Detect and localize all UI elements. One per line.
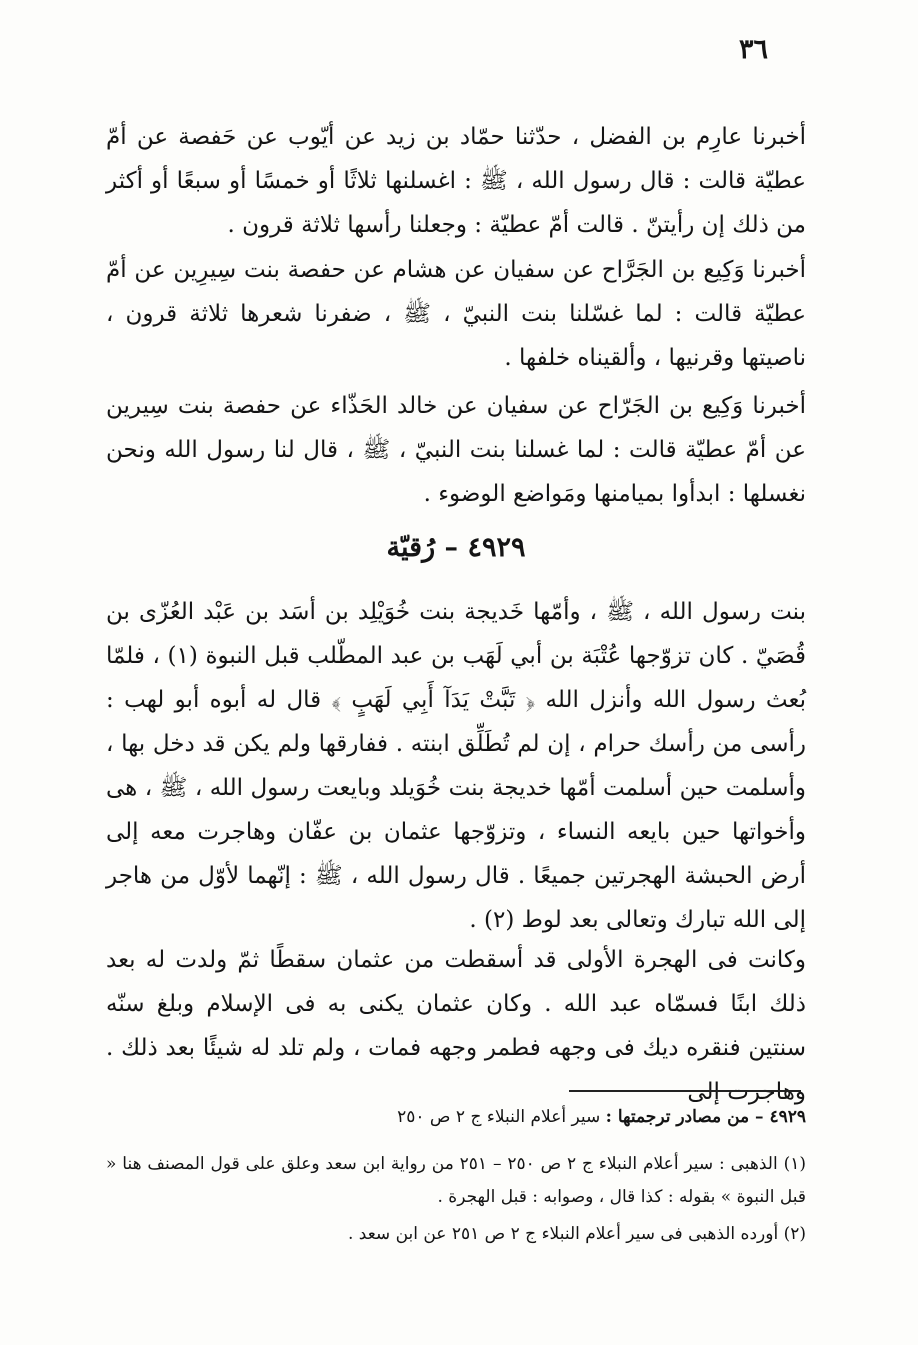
section-dash: – [444, 532, 459, 563]
footnote-divider [569, 1090, 801, 1092]
paragraph-text: أخبرنا وَكِيع بن الجَرّاح عن سفيان عن خالد الحَذّاء عن حفصة بنت سِيرين عن أمّ عطيّة قالت : لما غسلنا بنت النبيّ ، ﷺ ، قال لنا رسول الله ونحن نغسلها : ابدأوا بميامنها ومَواضع الوضوء . [106, 393, 806, 507]
footnote-2: (٢) أورده الذهبى فى سير أعلام النبلاء ج ٢ ص ٢٥١ عن ابن سعد . [347, 1224, 806, 1244]
section-number: ٤٩٢٩ [467, 532, 526, 563]
hadith-paragraph-1 [106, 115, 806, 247]
paragraph-text: أخبرنا وَكِيع بن الجَرَّاح عن سفيان عن هشام عن حفصة بنت سِيرِين عن أمّ عطيّة قالت : لما غسّلنا بنت النبيّ ، ﷺ ، ضفرنا شعرها ثلاثة قرون ، ناصيتها وقرنيها ، وألقيناه خلفها . [106, 257, 806, 371]
paragraph-text: بنت رسول الله ، ﷺ ، وأمّها خَديجة بنت خُوَيْلِد بن أسَد بن عَبْد العُزّى بن قُصَيّ . كان تزوّجها عُتْبَة بن أبي لَهَب بن عبد المطّلب قبل النبوة (١) ، فلمّا بُعث رسول الله وأنزل الله ﴿ تَبَّتْ يَدَآ أَبِي لَهَبٍ ﴾ قال له أبوه أبو لهب : رأسى من رأسك حرام ، إن لم تُطَلِّق ابنته . ففارقها ولم يكن قد دخل بها ، وأسلمت حين أسلمت أمّها خديجة بنت خُوَيلد وبايعت رسول الله ، ﷺ ، هى وأخواتها حين بايعه النساء ، وتزوّجها عثمان بن عفّان وهاجرت معه إلى أرض الحبشة الهجرتين جميعًا . قال رسول الله ، ﷺ : إنّهما لأوّل من هاجر إلى الله تبارك وتعالى بعد لوط (٢) . [106, 599, 806, 933]
paragraph-text: وكانت فى الهجرة الأولى قد أسقطت من عثمان سقطًا ثمّ ولدت له بعد ذلك ابنًا فسمّاه عبد الله . وكان عثمان يكنى به فى الإسلام وبلغ سنّه سنتين فنقره ديك فى وجهه فطمر وجهه فمات ، ولم تلد له شيئًا بعد ذلك . وهاجرت إلى [106, 947, 806, 1105]
section-heading [106, 523, 806, 573]
biography-paragraph-2 [106, 938, 806, 1114]
paragraph-text: أخبرنا عارِم بن الفضل ، حدّثنا حمّاد بن زيد عن أيّوب عن حَفصة عن أمّ عطيّة قالت : قال رسول الله ، ﷺ : اغسلنها ثلاثًا أو خمسًا أو سبعًا أو أكثر من ذلك إن رأيتنّ . قالت أمّ عطيّة : وجعلنا رأسها ثلاثة قرون . [106, 124, 806, 238]
footnote-1: (١) الذهبى : سير أعلام النبلاء ج ٢ ص ٢٥٠ – ٢٥١ من رواية ابن سعد وعلق على قول المصنف هنا « قبل النبوة » بقوله : كذا قال ، وصوابه : قبل الهجرة . [106, 1154, 806, 1207]
hadith-paragraph-2 [106, 248, 806, 380]
footnote-sources [106, 1101, 806, 1134]
section-name: رُقيّة [386, 532, 436, 563]
footnote-sources-text: سير أعلام النبلاء ج ٢ ص ٢٥٠ [397, 1107, 601, 1127]
footnote-sources-label: ٤٩٢٩ – من مصادر ترجمتها : [605, 1107, 806, 1127]
biography-paragraph-1 [106, 590, 806, 942]
page-number: ٣٦ [738, 34, 768, 65]
hadith-paragraph-3 [106, 384, 806, 516]
